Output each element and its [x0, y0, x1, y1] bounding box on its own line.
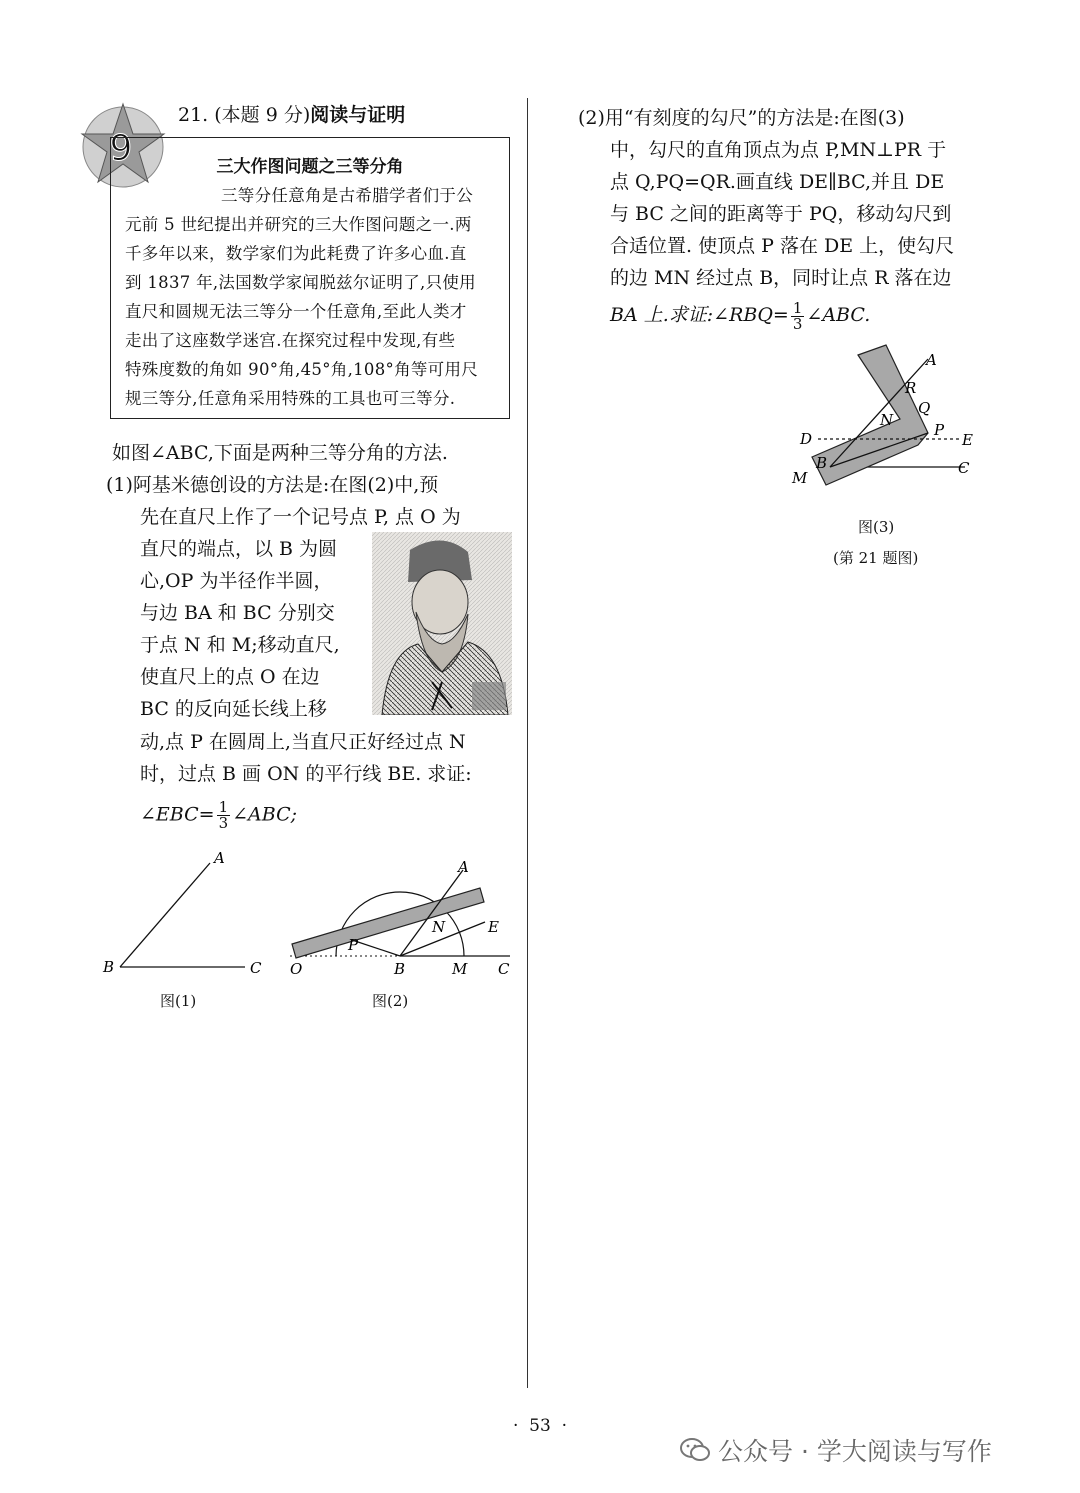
- part1-line: 于点 N 和 M;移动直尺,: [140, 634, 340, 656]
- label-N: N: [432, 918, 446, 936]
- figure-2: [280, 850, 520, 990]
- claim-right: ∠ABC.: [806, 304, 871, 326]
- column-divider: [527, 98, 528, 1388]
- box-line: 走出了这座数学迷宫.在探究过程中发现,有些: [125, 331, 456, 350]
- part1-line: 心,OP 为半径作半圆，: [140, 570, 333, 592]
- part2-line: 点 Q,PQ=QR.画直线 DE∥BC,并且 DE: [610, 171, 945, 193]
- figure-1: [100, 845, 270, 985]
- segment-PB: [352, 940, 400, 956]
- fraction-numerator: 1: [218, 798, 229, 816]
- part2-claim: [610, 300, 870, 332]
- label-M: M: [792, 469, 808, 487]
- page-number-value: 53: [529, 1416, 551, 1436]
- part1-line: 时，过点 B 画 ON 的平行线 BE. 求证:: [140, 763, 472, 785]
- box-line: 规三等分,任意角采用特殊的工具也可三等分.: [125, 389, 456, 408]
- part2-line: 中，勾尺的直角顶点为点 P,MN⊥PR 于: [610, 139, 947, 161]
- label-B: B: [394, 960, 406, 978]
- ray-BA: [120, 863, 210, 967]
- part2-line: (2)用“有刻度的勾尺”的方法是:在图(3): [578, 107, 905, 129]
- box-line: 直尺和圆规无法三等分一个任意角,至此人类才: [125, 302, 467, 321]
- label-C: C: [498, 960, 510, 978]
- fraction-denominator: 3: [792, 314, 803, 333]
- figure-3-caption: 图(3): [858, 518, 895, 536]
- question-title: [178, 100, 405, 127]
- part1-line: 与边 BA 和 BC 分别交: [140, 602, 335, 624]
- set-square: [812, 345, 931, 485]
- intro-text: 如图∠ABC,下面是两种三等分角的方法.: [112, 442, 448, 464]
- label-A: A: [926, 351, 937, 369]
- label-P: P: [934, 421, 945, 439]
- label-C: C: [250, 959, 262, 977]
- fraction-denominator: 3: [218, 814, 229, 832]
- question-score: (本题 9 分): [214, 104, 311, 126]
- part1-line: BC 的反向延长线上移: [140, 698, 327, 720]
- label-R: R: [905, 379, 917, 397]
- question-number: 21.: [178, 104, 209, 126]
- label-E: E: [488, 918, 499, 936]
- label-B: B: [103, 958, 115, 976]
- part2-line: 与 BC 之间的距离等于 PQ，移动勾尺到: [610, 203, 952, 225]
- question-topic: 阅读与证明: [310, 104, 406, 126]
- box-line: 元前 5 世纪提出并研究的三大作图问题之一.两: [125, 215, 472, 234]
- label-E: E: [962, 431, 973, 449]
- label-O: O: [290, 960, 303, 978]
- fraction-numerator: 1: [792, 298, 803, 317]
- figure-2-caption: 图(2): [372, 992, 409, 1010]
- box-line: 三等分任意角是古希腊学者们于公: [221, 186, 473, 205]
- label-Q: Q: [918, 399, 931, 417]
- label-P: P: [348, 936, 359, 954]
- part1-line: 使直尺上的点 O 在边: [140, 666, 320, 688]
- label-C: C: [958, 459, 970, 477]
- figure-3: [790, 345, 990, 515]
- claim-right: ∠ABC;: [232, 803, 298, 826]
- box-title: 三大作图问题之三等分角: [216, 157, 404, 177]
- part1-line: 先在直尺上作了一个记号点 P, 点 O 为: [140, 506, 461, 528]
- watermark: [680, 1432, 992, 1468]
- part1-claim: [140, 800, 297, 831]
- watermark-text: 公众号 · 学大阅读与写作: [718, 1437, 992, 1466]
- fraction: [791, 298, 805, 333]
- box-line: 特殊度数的角如 90°角,45°角,108°角等可用尺: [125, 360, 479, 379]
- label-N: N: [880, 411, 894, 429]
- archimedes-portrait: [372, 532, 512, 715]
- reading-box: [110, 137, 510, 419]
- label-A: A: [214, 849, 225, 867]
- label-B: B: [816, 454, 828, 472]
- claim-left: BA 上.求证:∠RBQ=: [610, 304, 789, 326]
- figure-group-caption: (第 21 题图): [833, 549, 919, 567]
- label-D: D: [800, 430, 813, 448]
- figure-1-caption: 图(1): [160, 992, 197, 1010]
- part1-line: 动,点 P 在圆周上,当直尺正好经过点 N: [140, 731, 466, 753]
- part1-line: 直尺的端点，以 B 为圆: [140, 538, 338, 560]
- part2-line: 合适位置. 使顶点 P 落在 DE 上，使勾尺: [610, 235, 955, 257]
- part1-line: (1)阿基米德创设的方法是:在图(2)中,预: [106, 474, 439, 496]
- box-line: 到 1837 年,法国数学家闻脱兹尔证明了,只使用: [125, 273, 476, 292]
- badge-number: 9: [109, 128, 133, 169]
- box-line: 千多年以来，数学家们为此耗费了许多心血.直: [125, 244, 467, 263]
- part2-line: 的边 MN 经过点 B，同时让点 R 落在边: [610, 267, 952, 289]
- page-number: · 53 ·: [512, 1416, 568, 1436]
- wechat-icon: [680, 1437, 710, 1463]
- label-M: M: [452, 960, 468, 978]
- label-A: A: [458, 858, 469, 876]
- fraction: [217, 800, 231, 831]
- claim-left: ∠EBC=: [140, 803, 215, 826]
